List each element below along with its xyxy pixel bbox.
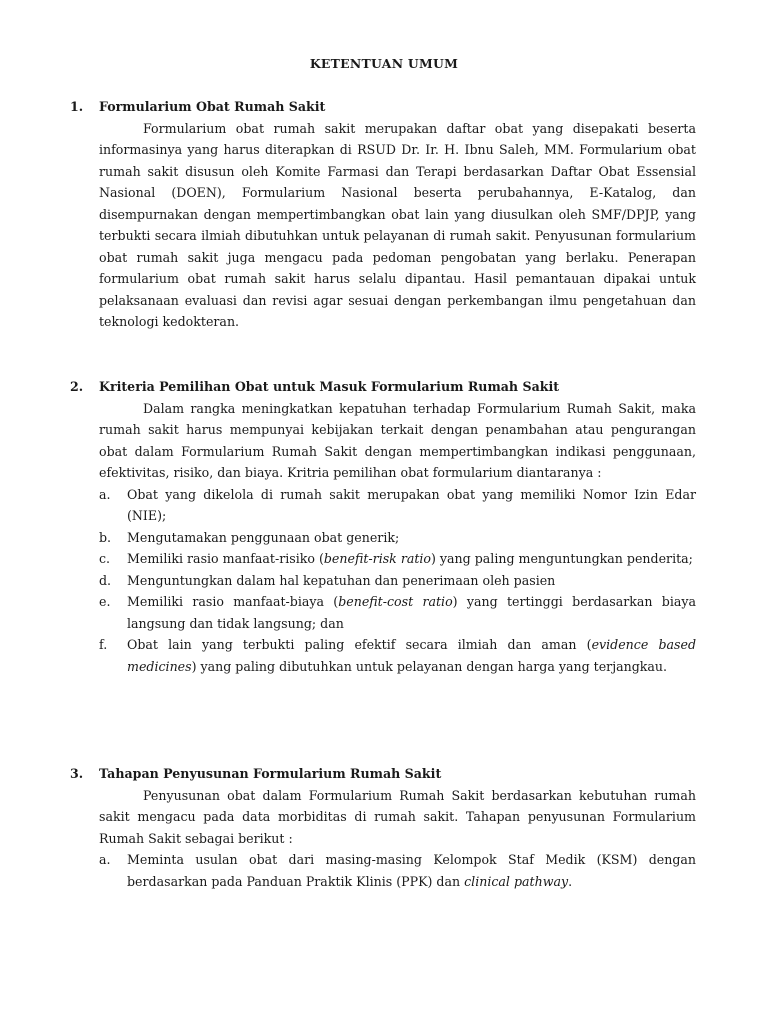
section-1 [70, 96, 696, 333]
list-item [70, 570, 696, 592]
section-heading [70, 96, 696, 118]
list-text: Memiliki rasio manfaat-biaya (benefit-cost ratio) yang tertinggi berdasarkan biaya langsung dan tidak langsung; dan [127, 594, 696, 631]
section-paragraph: Penyusunan obat dalam Formularium Rumah Sakit berdasarkan kebutuhan rumah sakit mengacu pada data morbiditas di rumah sakit. Tahapan penyusunan Formularium Rumah Sakit sebagai berikut : [99, 787, 696, 846]
steps-list [70, 849, 696, 892]
section-number: 1. [70, 99, 84, 114]
document-title: KETENTUAN UMUM [309, 56, 459, 71]
section-paragraph: Formularium obat rumah sakit merupakan daftar obat yang disepakati beserta informasinya yang harus diterapkan di RSUD Dr. Ir. H. Ibnu Saleh, MM. Formularium obat rumah sakit disusun oleh Komite Farmasi dan Terapi berdasarkan Daftar Obat Essensial Nasional (DOEN), Formularium Nasional beserta perubahannya, E-Katalog, dan disempurnakan dengan mempertimbangkan obat lain yang diusulkan oleh SMF/DPJP, yang terbukti secara ilmiah dibutuhkan untuk pelayanan di rumah sakit. Penyusunan formularium obat rumah sakit juga mengacu pada pedoman pengobatan yang berlaku. Penerapan formularium obat rumah sakit harus selalu dipantau. Hasil pemantauan dipakai untuk pelaksanaan evaluasi dan revisi agar sesuai dengan perkembangan ilmu pengetahuan dan teknologi kedokteran. [99, 120, 696, 329]
section-title: Kriteria Pemilihan Obat untuk Masuk Formularium Rumah Sakit [99, 379, 560, 394]
list-marker: c. [99, 551, 111, 566]
list-marker: a. [99, 852, 111, 867]
list-marker: d. [99, 572, 112, 588]
section-number: 3. [70, 766, 84, 781]
section-number: 2. [70, 379, 84, 394]
list-text: Memiliki rasio manfaat-risiko (benefit-risk ratio) yang paling menguntungkan penderita; [127, 551, 693, 566]
list-item [70, 591, 696, 634]
list-item [70, 548, 696, 570]
section-paragraph: Dalam rangka meningkatkan kepatuhan terhadap Formularium Rumah Sakit, maka rumah sakit harus mempunyai kebijakan terkait dengan penambahan atau pengurangan obat dalam Formularium Rumah Sakit dengan mempertimbangkan indikasi penggunaan, efektivitas, risiko, dan biaya. Kritria pemilihan obat formularium diantaranya : [99, 400, 696, 480]
list-marker: e. [99, 594, 111, 609]
section-2 [70, 376, 696, 677]
list-text: Meminta usulan obat dari masing-masing Kelompok Staf Medik (KSM) dengan berdasarkan pada Panduan Praktik Klinis (PPK) dan clinical pathway. [127, 852, 696, 889]
list-item [70, 484, 696, 527]
list-marker: b. [99, 529, 112, 545]
section-3 [70, 763, 696, 892]
section-title: Tahapan Penyusunan Formularium Rumah Sakit [99, 766, 442, 781]
section-heading [70, 763, 696, 785]
list-marker: a. [99, 486, 111, 502]
list-item [70, 849, 696, 892]
list-text: Obat yang dikelola di rumah sakit merupakan obat yang memiliki Nomor Izin Edar (NIE); [127, 486, 696, 523]
list-text: Menguntungkan dalam hal kepatuhan dan penerimaan oleh pasien [127, 572, 556, 588]
list-text: Mengutamakan penggunaan obat generik; [127, 529, 400, 545]
list-marker: f. [99, 637, 108, 652]
section-title: Formularium Obat Rumah Sakit [99, 99, 326, 114]
list-text: Obat lain yang terbukti paling efektif secara ilmiah dan aman (evidence based medicines) yang paling dibutuhkan untuk pelayanan dengan harga yang terjangkau. [127, 637, 697, 674]
list-item [70, 527, 696, 549]
criteria-list [70, 484, 696, 678]
list-item [70, 634, 696, 677]
section-heading [70, 376, 696, 398]
